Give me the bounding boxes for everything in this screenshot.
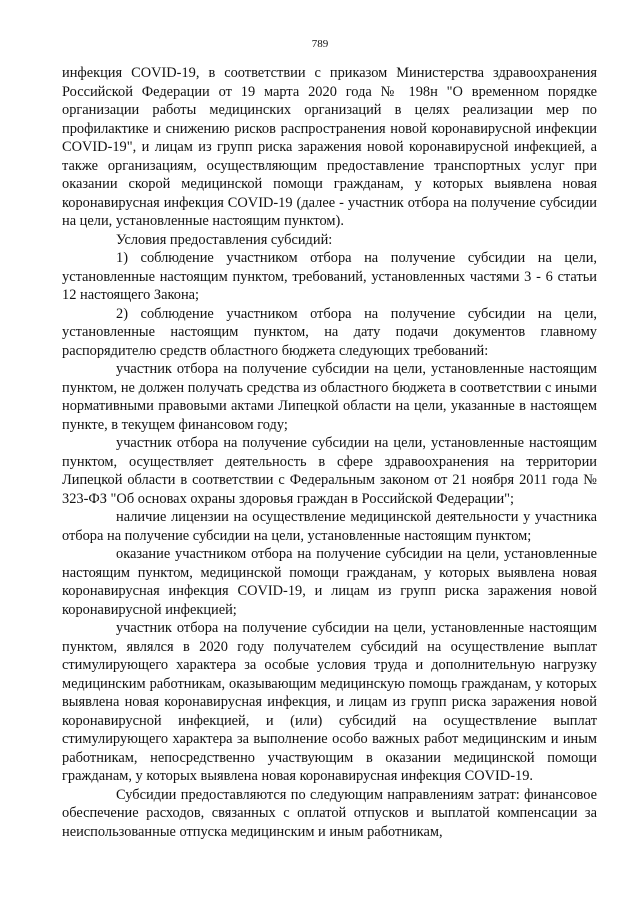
paragraph-condition-1: 1) соблюдение участником отбора на получение субсидии на цели, установленные настоящим пунктом, требований, установленных частями 3 - 6 статьи 12 настоящего Закона;: [62, 250, 597, 303]
paragraph-requirement-no-other-funds: участник отбора на получение субсидии на цели, установленные настоящим пунктом, не должен получать средства из областного бюджета в соответствии с иными нормативными правовыми актами Липецкой области на цели, указанные в настоящем пункте, в текущем финансовом году;: [62, 361, 597, 433]
paragraph-requirement-healthcare-activity: участник отбора на получение субсидии на цели, установленные настоящим пунктом, осуществляет деятельность в сфере здравоохранения на территории Липецкой области в соответствии с Федеральным законом от 21 ноября 2011 года № 323-ФЗ "Об основах охраны здоровья граждан в Российской Федерации";: [62, 435, 597, 507]
paragraph-requirement-2020-recipient: участник отбора на получение субсидии на цели, установленные настоящим пунктом, являлся в 2020 году получателем субсидий на осуществление выплат стимулирующего характера за особые условия труда и дополнительную нагрузку медицинским работникам, оказывающим медицинскую помощь гражданам, у которых выявлена новая коронавирусная инфекция, и лицам из групп риска заражения новой коронавирусной инфекцией, и (или) субсидий на осуществление выплат стимулирующего характера за выполнение особо важных работ медицинским и иным работникам, непосредственно участвующим в оказании медицинской помощи гражданам, у которых выявлена новая коронавирусная инфекция COVID-19.: [62, 620, 597, 784]
page-body: [62, 64, 597, 841]
paragraph-requirement-medical-help: оказание участником отбора на получение субсидии на цели, установленные настоящим пунктом, медицинской помощи гражданам, у которых выявлена новая коронавирусная инфекция COVID-19, и лицам из групп риска заражения новой коронавирусной инфекцией;: [62, 546, 597, 618]
paragraph-subsidy-directions: Субсидии предоставляются по следующим направлениям затрат: финансовое обеспечение расходов, связанных с оплатой отпусков и выплатой компенсации за неиспользованные отпуска медицинским и иным работникам,: [62, 786, 597, 840]
page-number: 789: [311, 38, 329, 50]
paragraph-continuation: инфекция COVID-19, в соответствии с приказом Министерства здравоохранения Российской Федерации от 19 марта 2020 года № 198н "О временном порядке организации работы медицинских организаций в целях реализации мер по профилактике и снижению рисков распространения новой коронавирусной инфекции COVID-19", и лицам из групп риска заражения новой коронавирусной инфекцией, а также организациям, осуществляющим предоставление транспортных услуг при оказании скорой медицинской помощи гражданам, у которых выявлена новая коронавирусная инфекция COVID-19 (далее - участник отбора на получение субсидии на цели, установленные настоящим пунктом).: [62, 65, 597, 229]
paragraph-conditions-heading: Условия предоставления субсидий:: [116, 231, 333, 248]
paragraph-condition-2: 2) соблюдение участником отбора на получение субсидии на цели, установленные настоящим пунктом, на дату подачи документов главному распорядителю средств областного бюджета следующих требований:: [62, 305, 597, 359]
paragraph-requirement-license: наличие лицензии на осуществление медицинской деятельности у участника отбора на получение субсидии на цели, установленные настоящим пунктом;: [62, 509, 597, 544]
